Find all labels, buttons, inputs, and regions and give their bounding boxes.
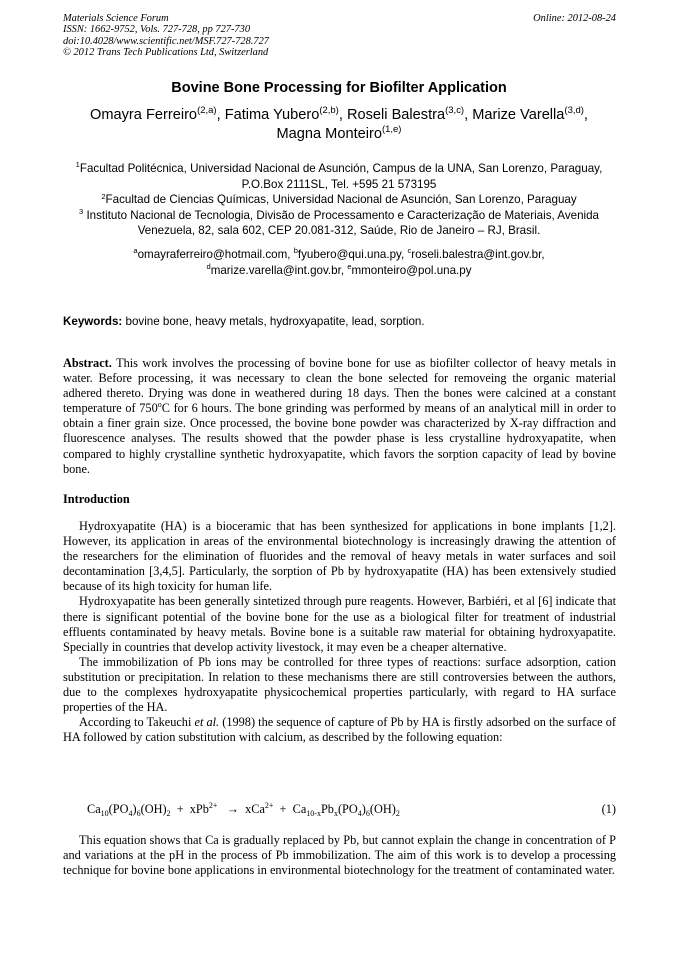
paragraph: According to Takeuchi et al. (1998) the sequence of capture of Pb by HA is firstly adsorbed on the surface of HA followed by cation substitution with calcium, as described by the following equation: (63, 715, 616, 745)
equation-expression: $Ca_{10}(PO_4)_6(OH)_2 + xPb^{2+} \to xCa^{2+} + Ca_{10-x}Pb_x(PO_4)_6(OH)_2$ (87, 801, 400, 818)
email-link[interactable]: mmonteiro@pol.una.py (351, 263, 472, 277)
author-emails: $^a$omayraferreiro@hotmail.com, $^b$fyubero@qui.una.py, $^c$roseli.balestra@int.gov.br, $^d$marize.varella@int.gov.br, $^e$mmonteiro@pol.una.py (133, 246, 545, 277)
paragraph: Hydroxyapatite (HA) is a bioceramic that has been synthesized for applications in bone implants [1,2]. However, its application in areas of the environmental biotechnology is increasingly drawing the attention of the researchers for the elimination of fluorides and the removal of heavy metals in water surfaces and soil decontamination [3,4,5]. Particularly, the sorption of Pb by hydroxyapatite (HA) has been extensively studied because of its high toxicity for human life. (63, 519, 616, 594)
journal-header (63, 13, 616, 59)
doi: doi:10.4028/www.scientific.net/MSF.727-728.727 (63, 35, 269, 47)
author-affiliation-mark: (1,e) (381, 123, 402, 135)
abstract-label: Abstract. (63, 356, 112, 370)
keywords (63, 315, 616, 328)
author-name: Roseli Balestra (346, 107, 446, 123)
author-affiliation-mark: (3,d) (564, 105, 584, 117)
author-name: Magna Monteiro (276, 125, 382, 142)
keywords-label: Keywords: (63, 315, 123, 328)
equation-1 (87, 802, 616, 817)
journal-name: Materials Science Forum (63, 13, 169, 24)
equation-number: (1) (601, 802, 616, 816)
affiliation: $^2$Facultad de Ciencias Químicas, Universidad Nacional de Asunción, San Lorenzo, Paraguay (101, 191, 577, 207)
email-link[interactable]: marize.varella@int.gov.br (210, 263, 341, 277)
issn: ISSN: 1662-9752, Vols. 727-728, pp 727-730 (63, 24, 251, 36)
email-link[interactable]: omayraferreiro@hotmail.com (137, 248, 288, 261)
affiliations (60, 161, 618, 239)
paper-title: Bovine Bone Processing for Biofilter Application (171, 80, 507, 96)
introduction-body (63, 519, 616, 745)
paragraph: This equation shows that Ca is gradually replaced by Pb, but cannot explain the change in concentration of P and variations at the pH in the process of Pb immobilization. The aim of this work is to develop a processing technique for bovine bone applications in environmental biotechnology for the treatment of contaminated water. (63, 833, 616, 878)
author-name: Omayra Ferreiro (90, 107, 198, 123)
affiliation: $^1$Facultad Politécnica, Universidad Nacional de Asunción, Campus de la UNA, San Lorenzo, Paraguay, P.O.Box 2111SL, Tel. +595 21 573195 (75, 160, 603, 191)
aim-paragraph (63, 833, 616, 878)
copyright: © 2012 Trans Tech Publications Ltd, Switzerland (63, 47, 269, 59)
author-affiliation-mark: (2,a) (197, 105, 217, 117)
paragraph: Hydroxyapatite has been generally sintetized through pure reagents. However, Barbiéri, et al [6] indicate that there is significant potential of the bovine bone for the use as a biological filter for treatment of industrial effluents contaminated by heavy metals. Bovine bone is a suitable raw material for obtaining hydroxyapatite. Specially in countries that develop activity livestock, it may even be a cheaper alternative. (63, 594, 616, 654)
email-link[interactable]: fyubero@qui.una.py (297, 248, 401, 261)
author-name: Fatima Yubero (224, 107, 320, 123)
author-list: Omayra Ferreiro$^{(2,a)}$, Fatima Yubero$^{(2,b)}$, Roseli Balestra$^{(3,c)}$, Marize Varella$^{(3,d)}$, Magna Monteiro$^{(1,e)}$ (90, 105, 588, 142)
author-affiliation-mark: (2,b) (319, 105, 339, 117)
abstract: Abstract. This work involves the processing of bovine bone for use as biofilter collector of heavy metals in water. Before processing, it was necessary to clean the bone selected for removeing the organic material adhered thereto. Drying was done in weathered during 18 days. Then the bones were calcined at a constant temperature of 750$^o$C for 6 hours. The bone grinding was performed by means of an analytical mill in order to obtain a finer grain size. Once processed, the bovine bone powder was characterized by X-ray diffraction and fluorescence analyses. The results showed that the powder phase is less crystalline hydroxyapatite, when compared to highly crystalline synthetic hydroxyapatite, which favors the sorption capacity of lead by bovine bone. (63, 356, 616, 476)
author-affiliation-mark: (3,c) (445, 105, 465, 117)
keywords-text: bovine bone, heavy metals, hydroxyapatite, lead, sorption. (125, 315, 425, 328)
author-name: Marize Varella (472, 107, 565, 123)
paragraph: The immobilization of Pb ions may be controlled for three types of reactions: surface adsorption, cation substitution or precipitation. In relation to these mechanisms there are still controversies between the authors, due to the complexes hydroxyapatite physicochemical properties particularly, with regard to HA surface properties of the HA. (63, 654, 616, 715)
online-date: Online: 2012-08-24 (533, 13, 616, 24)
introduction-heading: Introduction (63, 492, 130, 506)
affiliation: $^3$ Instituto Nacional de Tecnologia, Divisão de Processamento e Caracterização de Materiais, Avenida Venezuela, 82, sala 602, CEP 20.081-312, Saúde, Rio de Janeiro – RJ, Brasil. (79, 207, 599, 238)
email-link[interactable]: roseli.balestra@int.gov.br (411, 248, 542, 261)
